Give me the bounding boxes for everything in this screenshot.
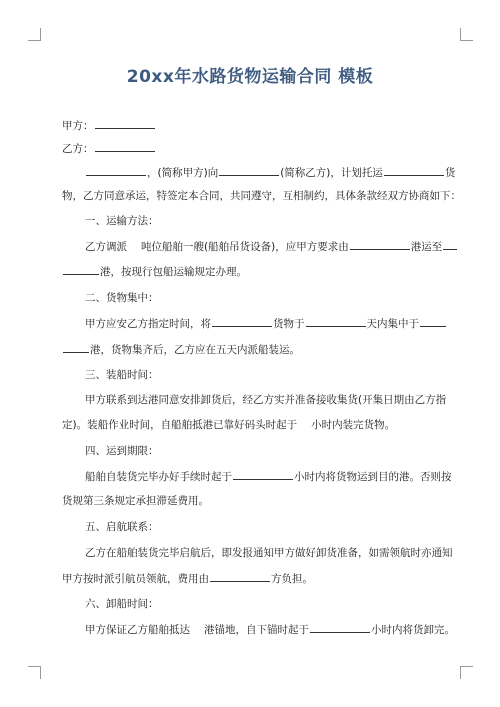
text-segment: 船舶自装货完毕办好手续时起于 [85, 471, 232, 483]
blank-field[interactable] [63, 264, 99, 275]
corner-mark-top-left [28, 28, 41, 41]
section-3-heading: 三、装船时间： [85, 369, 159, 381]
party-a-blank[interactable] [95, 118, 155, 129]
blank-field[interactable] [443, 239, 457, 250]
text-segment: 货 [444, 167, 456, 179]
section-5-heading: 五、启航联系： [85, 521, 159, 533]
intro-line-1 [85, 165, 456, 180]
text-segment: ，(简称甲方)向 [147, 167, 219, 179]
text-segment: 甲方应安乙方指定时间，将 [85, 318, 211, 330]
blank-field[interactable] [210, 571, 270, 582]
blank-field[interactable] [384, 165, 444, 176]
text-segment: 乙方调派 [85, 241, 127, 253]
intro-line-2: 物，乙方同意承运，特签定本合同，共同遵守，互相制约，具体条款经双方协商如下： [62, 190, 461, 202]
section-5-line-2 [62, 571, 446, 586]
party-b-line [62, 141, 446, 156]
text-segment: 港，货物集齐后，乙方应在五天内派船装运。 [90, 344, 300, 356]
section-2-heading: 二、货物集中： [85, 292, 159, 304]
blank-field[interactable] [86, 165, 146, 176]
section-4-heading: 四、运到期限： [85, 445, 159, 457]
blank-field[interactable] [212, 316, 272, 327]
section-4-line-1 [85, 469, 452, 484]
text-segment: 货物于 [273, 318, 305, 330]
text-segment: 小时内将货卸完。 [371, 624, 455, 636]
text-segment: 天内集中于 [366, 318, 419, 330]
blank-field[interactable] [233, 469, 293, 480]
section-4-line-2: 货规第三条规定承担滞延费用。 [62, 495, 209, 507]
blank-field[interactable] [219, 165, 279, 176]
section-6-line-1 [85, 622, 455, 637]
text-segment: 港运至 [410, 241, 443, 253]
section-2-line-1 [85, 316, 445, 331]
section-5-line-1: 乙方在船舶装货完毕启航后，即发报通知甲方做好卸货准备，如需领航时亦通知 [85, 547, 453, 559]
text-segment: 甲方按时派引航员领航，费用由 [62, 573, 209, 585]
blank-field[interactable] [63, 342, 89, 353]
section-1-line-1 [85, 239, 445, 254]
blank-field[interactable] [350, 239, 410, 250]
corner-mark-bottom-right [460, 666, 473, 679]
text-segment: 甲方保证乙方船舶抵达 [85, 624, 190, 636]
party-a-label: 甲方： [62, 120, 94, 132]
section-2-line-2 [62, 342, 446, 357]
corner-mark-top-right [460, 28, 473, 41]
blank-field[interactable] [420, 316, 446, 327]
text-segment: 吨位船舶一艘(船舶吊货设备)，应甲方要求由 [141, 241, 349, 253]
section-3-line-2 [62, 418, 446, 432]
section-1-line-2 [62, 264, 446, 279]
party-b-blank[interactable] [95, 141, 155, 152]
text-segment: 小时内将货物运到目的港。否则按 [294, 471, 452, 483]
section-3-line-1: 甲方联系到达港同意安排卸货后，经乙方实并准备接收集货(开集日期由乙方指 [85, 394, 447, 406]
blank-field[interactable] [310, 622, 370, 633]
document-title: 20xx年水路货物运输合同 模板 [126, 67, 374, 87]
blank-field[interactable] [306, 316, 366, 327]
text-segment: (简称乙方)，计划托运 [280, 167, 383, 179]
text-segment: 小时内装完货物。 [311, 419, 396, 431]
corner-mark-bottom-left [28, 666, 41, 679]
party-a-line [62, 118, 446, 133]
text-segment: 定)。装船作业时间，自船舶抵港已靠好码头时起于 [62, 419, 298, 431]
text-segment: 港锚地，自下锚时起于 [204, 624, 309, 636]
section-6-heading: 六、卸船时间： [85, 598, 159, 610]
text-segment: 港，按现行包船运输规定办理。 [100, 266, 247, 278]
party-b-label: 乙方： [62, 143, 94, 155]
text-segment: 方负担。 [271, 573, 313, 585]
section-1-heading: 一、运输方法： [85, 215, 159, 227]
